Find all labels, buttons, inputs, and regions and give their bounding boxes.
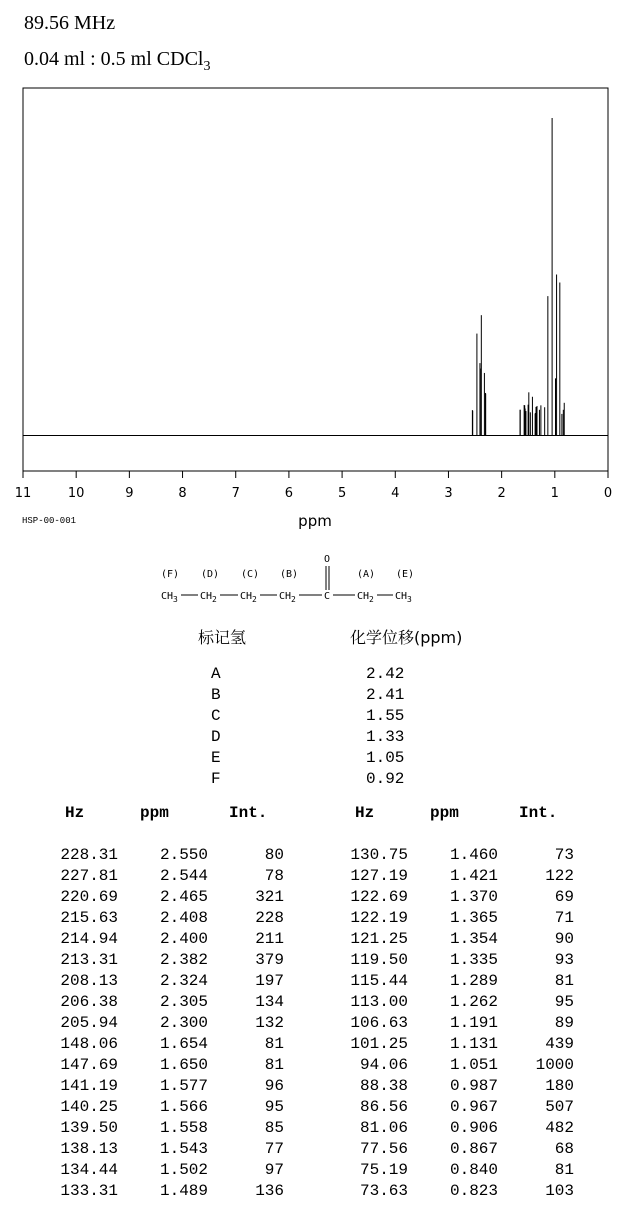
group-1: $CH_2$ (200, 591, 217, 604)
peak-intensity: 73 (554, 846, 574, 864)
peak-ppm: 2.305 (159, 993, 208, 1011)
peak-hz: 213.31 (60, 951, 118, 969)
assignment-header-shift: 化学位移(ppm) (350, 628, 463, 647)
peak-intensity: 68 (554, 1140, 574, 1158)
peak-hz: 139.50 (60, 1119, 118, 1137)
peak-series (472, 118, 564, 436)
x-tick-label: 9 (125, 486, 134, 501)
peak-hz: 106.63 (350, 1014, 408, 1032)
peak-intensity: 180 (545, 1077, 574, 1095)
peak-intensity: 81 (554, 1161, 574, 1179)
peak-ppm: 2.465 (159, 888, 208, 906)
x-tick-label: 1 (550, 486, 559, 501)
peak-intensity: 90 (554, 930, 574, 948)
x-axis-ticks (15, 471, 612, 501)
peak-ppm: 1.365 (449, 909, 498, 927)
x-tick-label: 2 (497, 486, 506, 501)
peak-hz: 127.19 (350, 867, 408, 885)
peak-hz: 88.38 (359, 1077, 408, 1095)
group-6: $CH_3$ (395, 591, 412, 604)
peak-hz: 205.94 (60, 1014, 118, 1032)
assignment-shift: 1.33 (366, 728, 405, 746)
x-tick-label: 3 (444, 486, 453, 501)
x-tick-label: 4 (391, 486, 400, 501)
peak-ppm: 1.543 (159, 1140, 208, 1158)
peak-ppm: 1.654 (159, 1035, 208, 1053)
peak-ppm: 2.544 (159, 867, 208, 885)
peak-header-ppm-left: ppm (140, 804, 169, 822)
x-tick-label: 0 (603, 486, 613, 501)
assignment-header-label: 标记氢 (198, 628, 247, 647)
peak-hz: 133.31 (60, 1182, 118, 1200)
assignment-shift: 2.42 (366, 665, 405, 683)
peak-ppm: 0.906 (449, 1119, 498, 1137)
peak-intensity: 69 (554, 888, 574, 906)
peak-header-ppm-right: ppm (430, 804, 459, 822)
oxygen-atom: O (324, 554, 331, 565)
peak-ppm: 1.558 (159, 1119, 208, 1137)
peak-ppm: 1.489 (159, 1182, 208, 1200)
peak-ppm: 1.502 (159, 1161, 208, 1179)
assignment-label: A (211, 665, 221, 683)
peak-hz: 214.94 (60, 930, 118, 948)
peak-ppm: 1.131 (449, 1035, 498, 1053)
peak-hz: 134.44 (60, 1161, 118, 1179)
peak-intensity: 95 (554, 993, 574, 1011)
peak-header-int-left: Int. (229, 804, 268, 822)
peak-ppm: 2.382 (159, 951, 208, 969)
peak-intensity: 96 (264, 1077, 284, 1095)
peak-hz: 73.63 (359, 1182, 408, 1200)
assignment-label: B (211, 686, 221, 704)
spectrum-code: HSP-00-001 (22, 516, 77, 526)
label-B: (B) (280, 569, 299, 580)
group-0: $CH_3$ (161, 591, 178, 604)
peak-ppm: 1.650 (159, 1056, 208, 1074)
nmr-spectrum-chart (0, 0, 626, 540)
peak-hz: 141.19 (60, 1077, 118, 1095)
peak-intensity: 103 (545, 1182, 574, 1200)
peak-ppm: 1.421 (449, 867, 498, 885)
peak-intensity: 81 (264, 1056, 284, 1074)
peak-ppm: 2.408 (159, 909, 208, 927)
assignment-shift: 0.92 (366, 770, 405, 788)
peak-hz: 215.63 (60, 909, 118, 927)
peak-hz: 113.00 (350, 993, 408, 1011)
x-tick-label: 8 (178, 486, 187, 501)
sample-text: 0.04 ml : 0.5 ml CDCl (24, 48, 204, 70)
x-axis-label: ppm (298, 512, 332, 530)
group-3: $CH_2$ (279, 591, 296, 604)
assignment-shift: 1.05 (366, 749, 405, 767)
label-A: (A) (357, 569, 376, 580)
peak-intensity: 85 (264, 1119, 284, 1137)
peak-hz: 122.69 (350, 888, 408, 906)
peak-intensity: 132 (255, 1014, 284, 1032)
label-C: (C) (241, 569, 260, 580)
peak-ppm: 0.987 (449, 1077, 498, 1095)
peak-intensity: 482 (545, 1119, 574, 1137)
peak-ppm: 2.300 (159, 1014, 208, 1032)
peak-ppm: 1.289 (449, 972, 498, 990)
peak-hz: 130.75 (350, 846, 408, 864)
x-tick-label: 5 (337, 486, 347, 501)
assignment-label: F (211, 770, 221, 788)
peak-ppm: 2.550 (159, 846, 208, 864)
peak-hz: 115.44 (350, 972, 408, 990)
peak-intensity: 136 (255, 1182, 284, 1200)
peak-ppm: 1.460 (449, 846, 498, 864)
peak-hz: 101.25 (350, 1035, 408, 1053)
peak-ppm: 0.840 (449, 1161, 498, 1179)
peak-hz: 81.06 (359, 1119, 408, 1137)
peak-header-int-right: Int. (519, 804, 558, 822)
peak-intensity: 81 (264, 1035, 284, 1053)
x-tick-label: 11 (14, 486, 32, 501)
group-4: C (324, 591, 331, 602)
x-tick-label: 6 (284, 486, 294, 501)
assignment-label: D (211, 728, 221, 746)
peak-ppm: 1.370 (449, 888, 498, 906)
assignment-label: E (211, 749, 221, 767)
peak-hz: 75.19 (359, 1161, 408, 1179)
peak-intensity: 78 (264, 867, 284, 885)
peak-intensity: 211 (255, 930, 284, 948)
peak-intensity: 77 (264, 1140, 284, 1158)
label-F: (F) (161, 569, 180, 580)
peak-intensity: 134 (255, 993, 284, 1011)
peak-hz: 206.38 (60, 993, 118, 1011)
peak-intensity: 81 (554, 972, 574, 990)
peak-ppm: 1.577 (159, 1077, 208, 1095)
peak-hz: 147.69 (60, 1056, 118, 1074)
x-tick-label: 7 (231, 486, 240, 501)
peak-intensity: 71 (554, 909, 574, 927)
peak-intensity: 1000 (535, 1056, 574, 1074)
peak-hz: 122.19 (350, 909, 408, 927)
peak-intensity: 321 (255, 888, 284, 906)
peak-intensity: 95 (264, 1098, 284, 1116)
peak-intensity: 80 (264, 846, 284, 864)
carbon-chain (161, 591, 412, 604)
peak-ppm: 0.823 (449, 1182, 498, 1200)
assignment-shift: 1.55 (366, 707, 405, 725)
peak-hz: 227.81 (60, 867, 118, 885)
peak-intensity: 507 (545, 1098, 574, 1116)
peak-ppm: 1.335 (449, 951, 498, 969)
peak-hz: 119.50 (350, 951, 408, 969)
peak-intensity: 379 (255, 951, 284, 969)
label-D: (D) (201, 569, 220, 580)
peak-ppm: 2.324 (159, 972, 208, 990)
x-tick-label: 10 (67, 486, 85, 501)
spectrometer-frequency: 89.56 MHz (24, 12, 116, 34)
peak-intensity: 197 (255, 972, 284, 990)
assignment-label: C (211, 707, 221, 725)
peak-intensity: 97 (264, 1161, 284, 1179)
peak-hz: 220.69 (60, 888, 118, 906)
peak-ppm: 2.400 (159, 930, 208, 948)
peak-hz: 228.31 (60, 846, 118, 864)
peak-intensity: 228 (255, 909, 284, 927)
group-2: $CH_2$ (240, 591, 257, 604)
peak-hz: 138.13 (60, 1140, 118, 1158)
peak-header-hz-left: Hz (65, 804, 85, 822)
peak-hz: 121.25 (350, 930, 408, 948)
sample-subscript: 3 (203, 59, 211, 74)
peak-hz: 86.56 (359, 1098, 408, 1116)
peak-intensity: 439 (545, 1035, 574, 1053)
peak-ppm: 1.051 (449, 1056, 498, 1074)
peak-intensity: 122 (545, 867, 574, 885)
assignment-shift: 2.41 (366, 686, 405, 704)
peak-ppm: 1.191 (449, 1014, 498, 1032)
label-E: (E) (396, 569, 415, 580)
peak-hz: 148.06 (60, 1035, 118, 1053)
peak-ppm: 0.867 (449, 1140, 498, 1158)
peak-intensity: 93 (554, 951, 574, 969)
peak-ppm: 1.566 (159, 1098, 208, 1116)
peak-hz: 208.13 (60, 972, 118, 990)
peak-header-hz-right: Hz (355, 804, 375, 822)
peak-ppm: 0.967 (449, 1098, 498, 1116)
group-5: $CH_2$ (357, 591, 374, 604)
peak-intensity: 89 (554, 1014, 574, 1032)
peak-ppm: 1.262 (449, 993, 498, 1011)
peak-hz: 140.25 (60, 1098, 118, 1116)
peak-ppm: 1.354 (449, 930, 498, 948)
peak-hz: 77.56 (359, 1140, 408, 1158)
peak-hz: 94.06 (359, 1056, 408, 1074)
